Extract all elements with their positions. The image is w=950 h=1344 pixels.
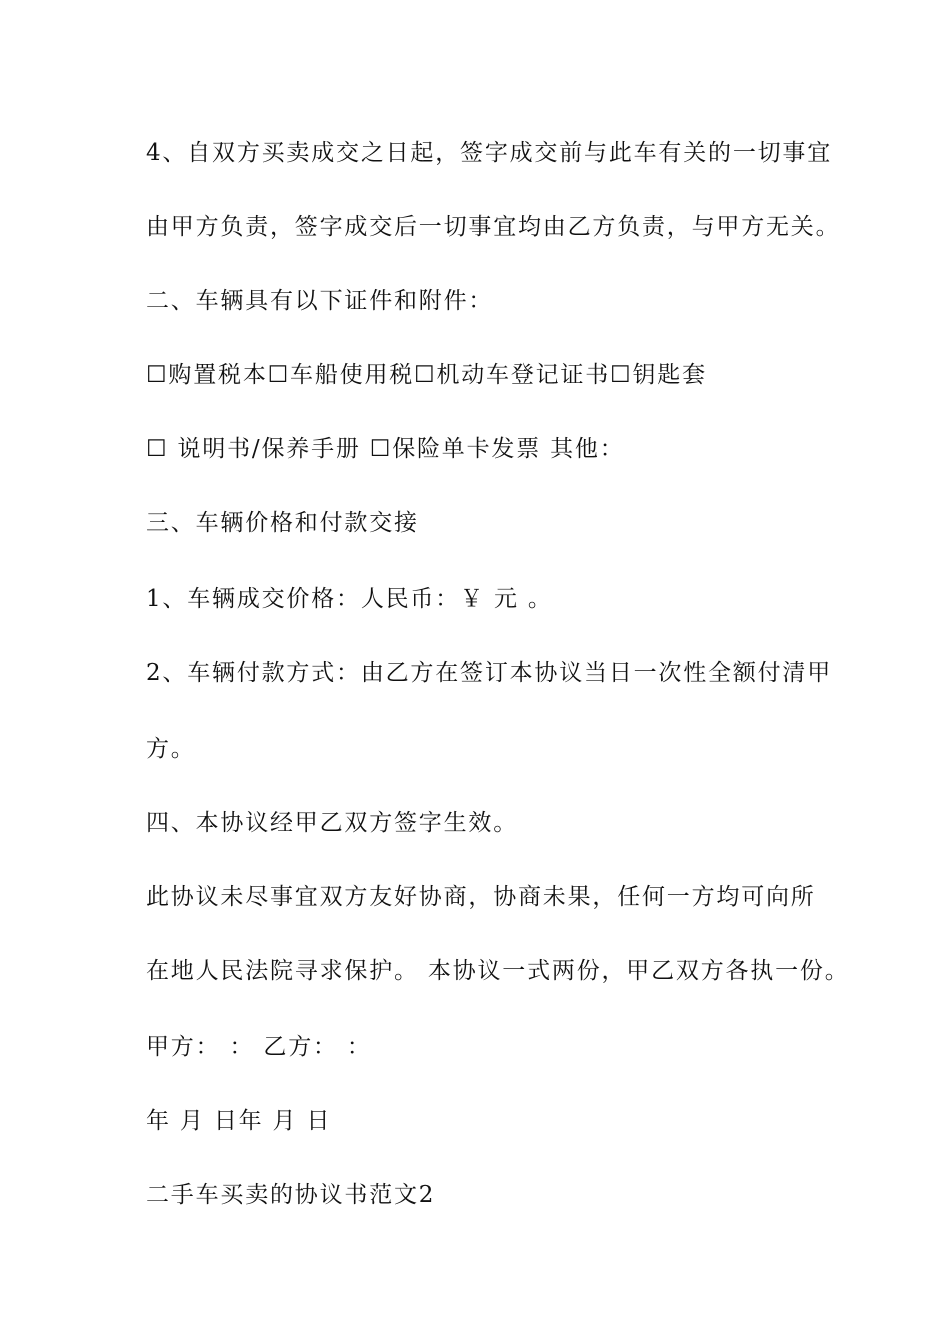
clause-4-line-1: 4、自双方买卖成交之日起，签字成交前与此车有关的一切事宜	[146, 140, 833, 166]
documents-checklist-row-2: ☐ 说明书/保养手册 ☐保险单卡发票 其他：	[146, 436, 625, 462]
signature-parties-line: 甲方： ： 乙方： ：	[146, 1034, 372, 1060]
section-4-heading: 四、本协议经甲乙双方签字生效。	[146, 810, 518, 836]
clause-4-line-2: 由甲方负责，签字成交后一切事宜均由乙方负责，与甲方无关。	[146, 214, 841, 240]
section-2-heading: 二、车辆具有以下证件和附件：	[146, 288, 494, 314]
payment-clause-line-1: 2、车辆付款方式：由乙方在签订本协议当日一次性全额付清甲	[146, 660, 833, 686]
payment-clause-line-2: 方。	[146, 736, 196, 762]
price-clause: 1、车辆成交价格：人民币：￥ 元 。	[146, 586, 553, 612]
signature-date-line: 年 月 日年 月 日	[146, 1108, 332, 1134]
documents-checklist-row-1: ☐购置税本☐车船使用税☐机动车登记证书☐钥匙套	[146, 362, 707, 388]
dispute-clause-line-2: 在地人民法院寻求保护。 本协议一式两份，甲乙双方各执一份。	[146, 958, 850, 984]
section-3-heading: 三、车辆价格和付款交接	[146, 510, 419, 536]
next-sample-title: 二手车买卖的协议书范文2	[146, 1182, 436, 1208]
dispute-clause-line-1: 此协议未尽事宜双方友好协商，协商未果，任何一方均可向所	[146, 884, 816, 910]
